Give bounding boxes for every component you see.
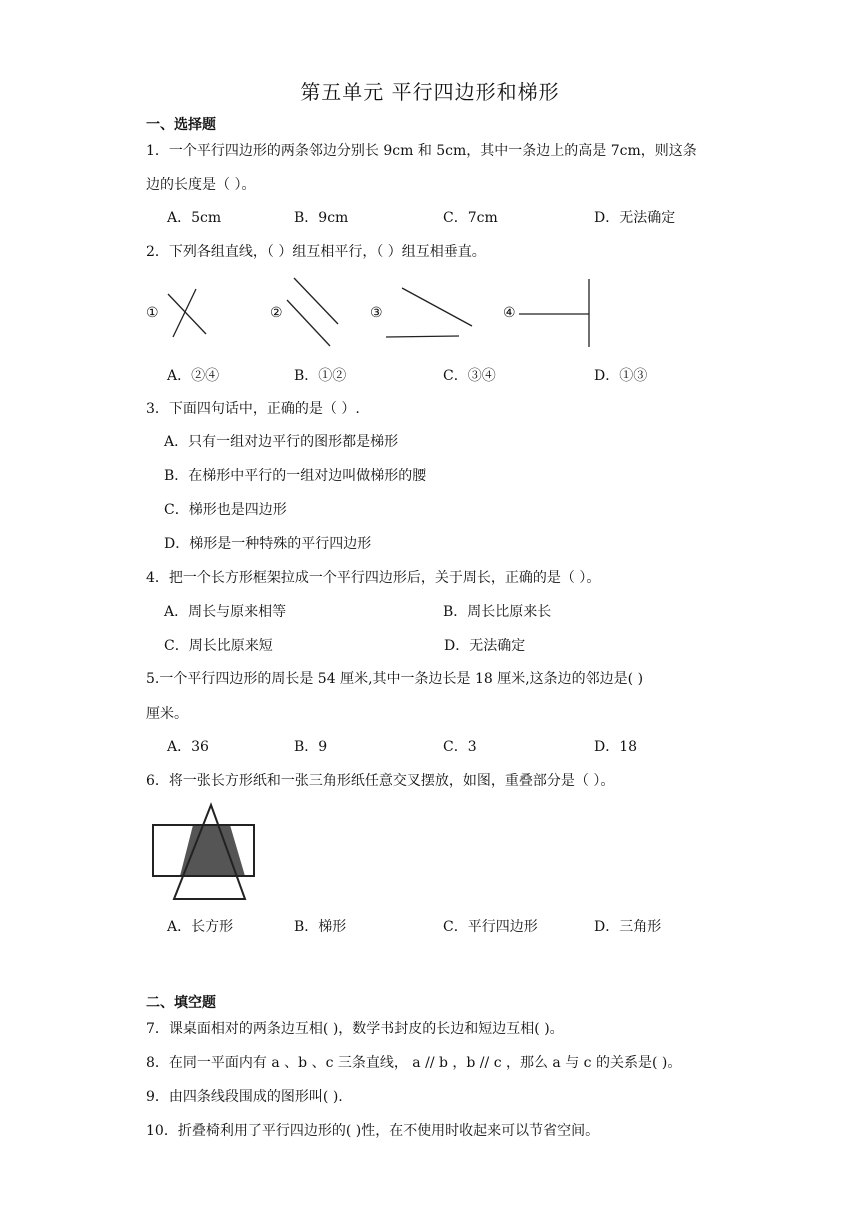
- q5-option-a[interactable]: A．36: [167, 739, 209, 755]
- question-3: 3．下面四句话中，正确的是（ ）.: [146, 401, 360, 417]
- q6-option-c[interactable]: C．平行四边形: [443, 919, 538, 935]
- question-2: 2．下列各组直线，（ ）组互相平行，（ ）组互相垂直。: [146, 244, 486, 260]
- section-heading-choice: 一、选择题: [146, 117, 216, 133]
- q6-option-a[interactable]: A．长方形: [167, 919, 234, 935]
- question-5-line-1: 5.一个平行四边形的周长是 54 厘米,其中一条边长是 18 厘米,这条边的邻边是( ): [146, 671, 644, 687]
- q1-option-c[interactable]: C．7cm: [443, 210, 498, 226]
- question-5-line-2: 厘米。: [146, 706, 188, 722]
- q3-option-c[interactable]: C．梯形也是四边形: [164, 502, 287, 518]
- question-8: 8．在同一平面内有 a 、b 、c 三条直线， a // b ，b // c ，那么 a 与 c 的关系是( )。: [146, 1055, 682, 1071]
- question-7: 7．课桌面相对的两条边互相( )，数学书封皮的长边和短边互相( )。: [146, 1021, 564, 1037]
- q4-option-b[interactable]: B．周长比原来长: [443, 604, 552, 620]
- q4-option-c[interactable]: C．周长比原来短: [164, 638, 273, 654]
- q2-option-c[interactable]: C．③④: [443, 368, 496, 384]
- question-1-line-2: 边的长度是（ ）。: [146, 177, 256, 193]
- question-10: 10．折叠椅利用了平行四边形的( )性，在不使用时收起来可以节省空间。: [146, 1123, 600, 1139]
- q3-option-b[interactable]: B．在梯形中平行的一组对边叫做梯形的腰: [164, 468, 427, 484]
- q1-option-b[interactable]: B．9cm: [294, 210, 349, 226]
- section-heading-fill: 二、填空题: [146, 995, 216, 1011]
- figure-label-2: ②: [270, 305, 283, 321]
- figure-label-4: ④: [503, 305, 516, 321]
- q4-option-a[interactable]: A．周长与原来相等: [164, 604, 287, 620]
- q5-option-b[interactable]: B．9: [294, 739, 328, 755]
- figure-label-3: ③: [370, 305, 383, 321]
- q3-option-d[interactable]: D．梯形是一种特殊的平行四边形: [164, 536, 372, 552]
- q5-option-c[interactable]: C．3: [443, 739, 477, 755]
- q6-option-d[interactable]: D．三角形: [594, 919, 662, 935]
- q6-option-b[interactable]: B．梯形: [294, 919, 347, 935]
- overlap-region: [180, 825, 245, 876]
- question-6: 6．将一张长方形纸和一张三角形纸任意交叉摆放，如图，重叠部分是（ ）。: [146, 773, 615, 789]
- figure-label-1: ①: [146, 305, 159, 321]
- q5-option-d[interactable]: D．18: [594, 739, 638, 755]
- q4-option-d[interactable]: D．无法确定: [444, 638, 526, 654]
- q2-option-a[interactable]: A．②④: [167, 368, 220, 384]
- question-9: 9．由四条线段围成的图形叫( ).: [146, 1089, 343, 1105]
- page-title: 第五单元 平行四边形和梯形: [300, 80, 560, 104]
- q3-option-a[interactable]: A．只有一组对边平行的图形都是梯形: [164, 434, 399, 450]
- q2-option-b[interactable]: B．①②: [294, 368, 347, 384]
- q2-option-d[interactable]: D．①③: [594, 368, 648, 384]
- question-4: 4．把一个长方形框架拉成一个平行四边形后，关于周长，正确的是（ ）。: [146, 570, 601, 586]
- question-1-line-1: 1．一个平行四边形的两条邻边分别长 9cm 和 5cm，其中一条边上的高是 7cm，则这条: [146, 143, 697, 159]
- q1-option-d[interactable]: D．无法确定: [594, 210, 676, 226]
- q1-option-a[interactable]: A．5cm: [167, 210, 222, 226]
